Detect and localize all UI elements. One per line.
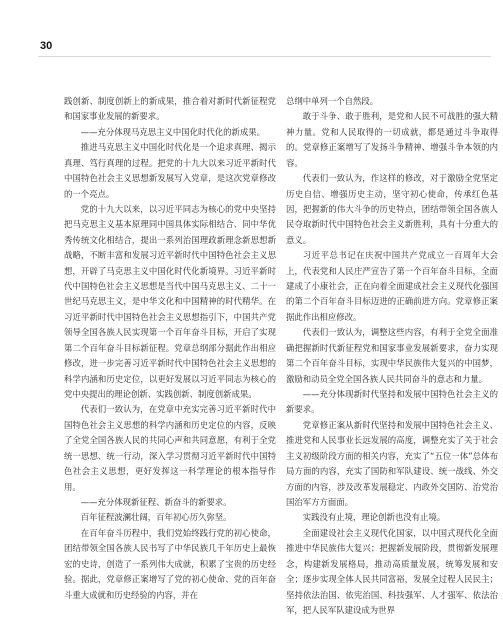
page-number: 30 (40, 40, 53, 52)
paragraph: 总纲中单列一个自然段。 (286, 96, 379, 106)
header-divider (38, 56, 491, 57)
paragraph: 推进马克思主义中国化时代化是一个追求真理、揭示真理、笃行真理的过程。把党的十九大以来习近平新时代中国特色社会主义思想新发展写入党章，是这次党章修改的一个亮点。 (64, 142, 276, 199)
paragraph: 代表们一致认为，作这样的修改，对于激励全党坚定历史自信、增强历史主动，坚守初心使命，传承红色基因，把握新的伟大斗争的历史特点，团结带领全国各族人民夺取新时代中国特色社会主义新胜利，具有十分重大的意义。 (286, 173, 498, 245)
right-text-column (286, 94, 498, 618)
paragraph: 在百年奋斗历程中，我们党始终践行党的初心使命，团结带领全国各族人民书写了中华民族几千年历史上最恢宏的史诗，创造了一系列伟大成就，积累了宝贵的历史经验。据此，党章修正案增写了党的初心使命、党的百年奋斗重大成就和历史经验的内容，并在 (64, 527, 276, 600)
paragraph: 代表们一致认为，在党章中充实完善习近平新时代中国特色社会主义思想的科学内涵和历史定位的内容，反映了全党全国各族人民的共同心声和共同意愿，有利于全党统一思想、统一行动，深入学习贯彻习近平新时代中国特色社会主义思想，更好发挥这一科学理论的根本指导作用。 (64, 404, 276, 492)
paragraph: ——充分体现新征程、新奋斗的新要求。 (80, 496, 232, 507)
paragraph: 实践没有止境，理论创新也没有止境。 (302, 512, 446, 523)
paragraph: 百年征程波澜壮阔，百年初心历久弥坚。 (80, 512, 232, 523)
paragraph: 践创新、制度创新上的新成果，推合着对新时代新征程党和国家事业发展的新要求。 (64, 96, 276, 122)
paragraph: ——充分体现新时代坚持和发展中国特色社会主义的新要求。 (286, 389, 498, 415)
paragraph: 代表们一致认为，调整这些内容，有利于全党全面准确把握新时代新征程党和国家事业发展新要求，奋力实现第二个百年奋斗目标，实现中华民族伟大复兴的中国梦，激励和动员全党全国各族人民共同奋斗的意志和力量。 (286, 327, 498, 384)
left-text-column (64, 94, 276, 603)
paragraph: 党章修正案从新时代坚持和发展中国特色社会主义、推进党和人民事业长远发展的高度，调整充实了关于社会主义初级阶段方面的相关内容，充实了“五位一体”总体布局方面的内容，充实了国防和军队建设、统一战线、外交方面的内容，涉及改革发展稳定、内政外交国防、治党治国治军方方面面。 (286, 419, 498, 507)
paragraph: 全面建设社会主义现代化国家，以中国式现代化全面推进中华民族伟大复兴；把握新发展阶段，贯彻新发展理念，构建新发展格局，推动高质量发展，统筹发展和安全；逐步实现全体人民共同富裕，发展全过程人民民主；坚持依法治国、依宪治国、科技强军、人才强军、依法治军，把人民军队建设成为世界 (286, 527, 498, 615)
paragraph: ——充分体现马克思主义中国化时代化的新成果。 (80, 126, 266, 137)
paragraph: 习近平总书记在庆祝中国共产党成立一百周年大会上，代表党和人民庄严宣告了第一个百年奋斗目标，全面建成了小康社会，正在向着全面建成社会主义现代化强国的第二个百年奋斗目标迈进的正确前进方向。党章修正案据此作出相应修改。 (286, 250, 498, 322)
paragraph: 党的十九大以来，以习近平同志为核心的党中央坚持把马克思主义基本原理同中国具体实际相结合、同中华优秀传统文化相结合，提出一系列治国理政新理念新思想新战略，不断丰富和发展习近平新时代中国特色社会主义思想，开辟了马克思主义中国化时代化新境界。习近平新时代中国特色社会主义思想是当代中国马克思主义、二十一世纪马克思主义，是中华文化和中国精神的时代精华。在习近平新时代中国特色社会主义思想指引下，中国共产党领导全国各族人民实现第一个百年奋斗目标，开启了实现第二个百年奋斗目标新征程。党章总纲部分据此作出相应修改，进一步完善习近平新时代中国特色社会主义思想的科学内涵和历史定位，以更好发展以习近平同志为核心的党中央提出的理论创新、实践创新、制度创新成果。 (64, 203, 276, 400)
paragraph: 敢于斗争、敢于胜利，是党和人民不可战胜的强大精神力量。党和人民取得的一切成就，都是通过斗争取得的。党章修正案增写了发扬斗争精神、增强斗争本领的内容。 (286, 111, 498, 168)
